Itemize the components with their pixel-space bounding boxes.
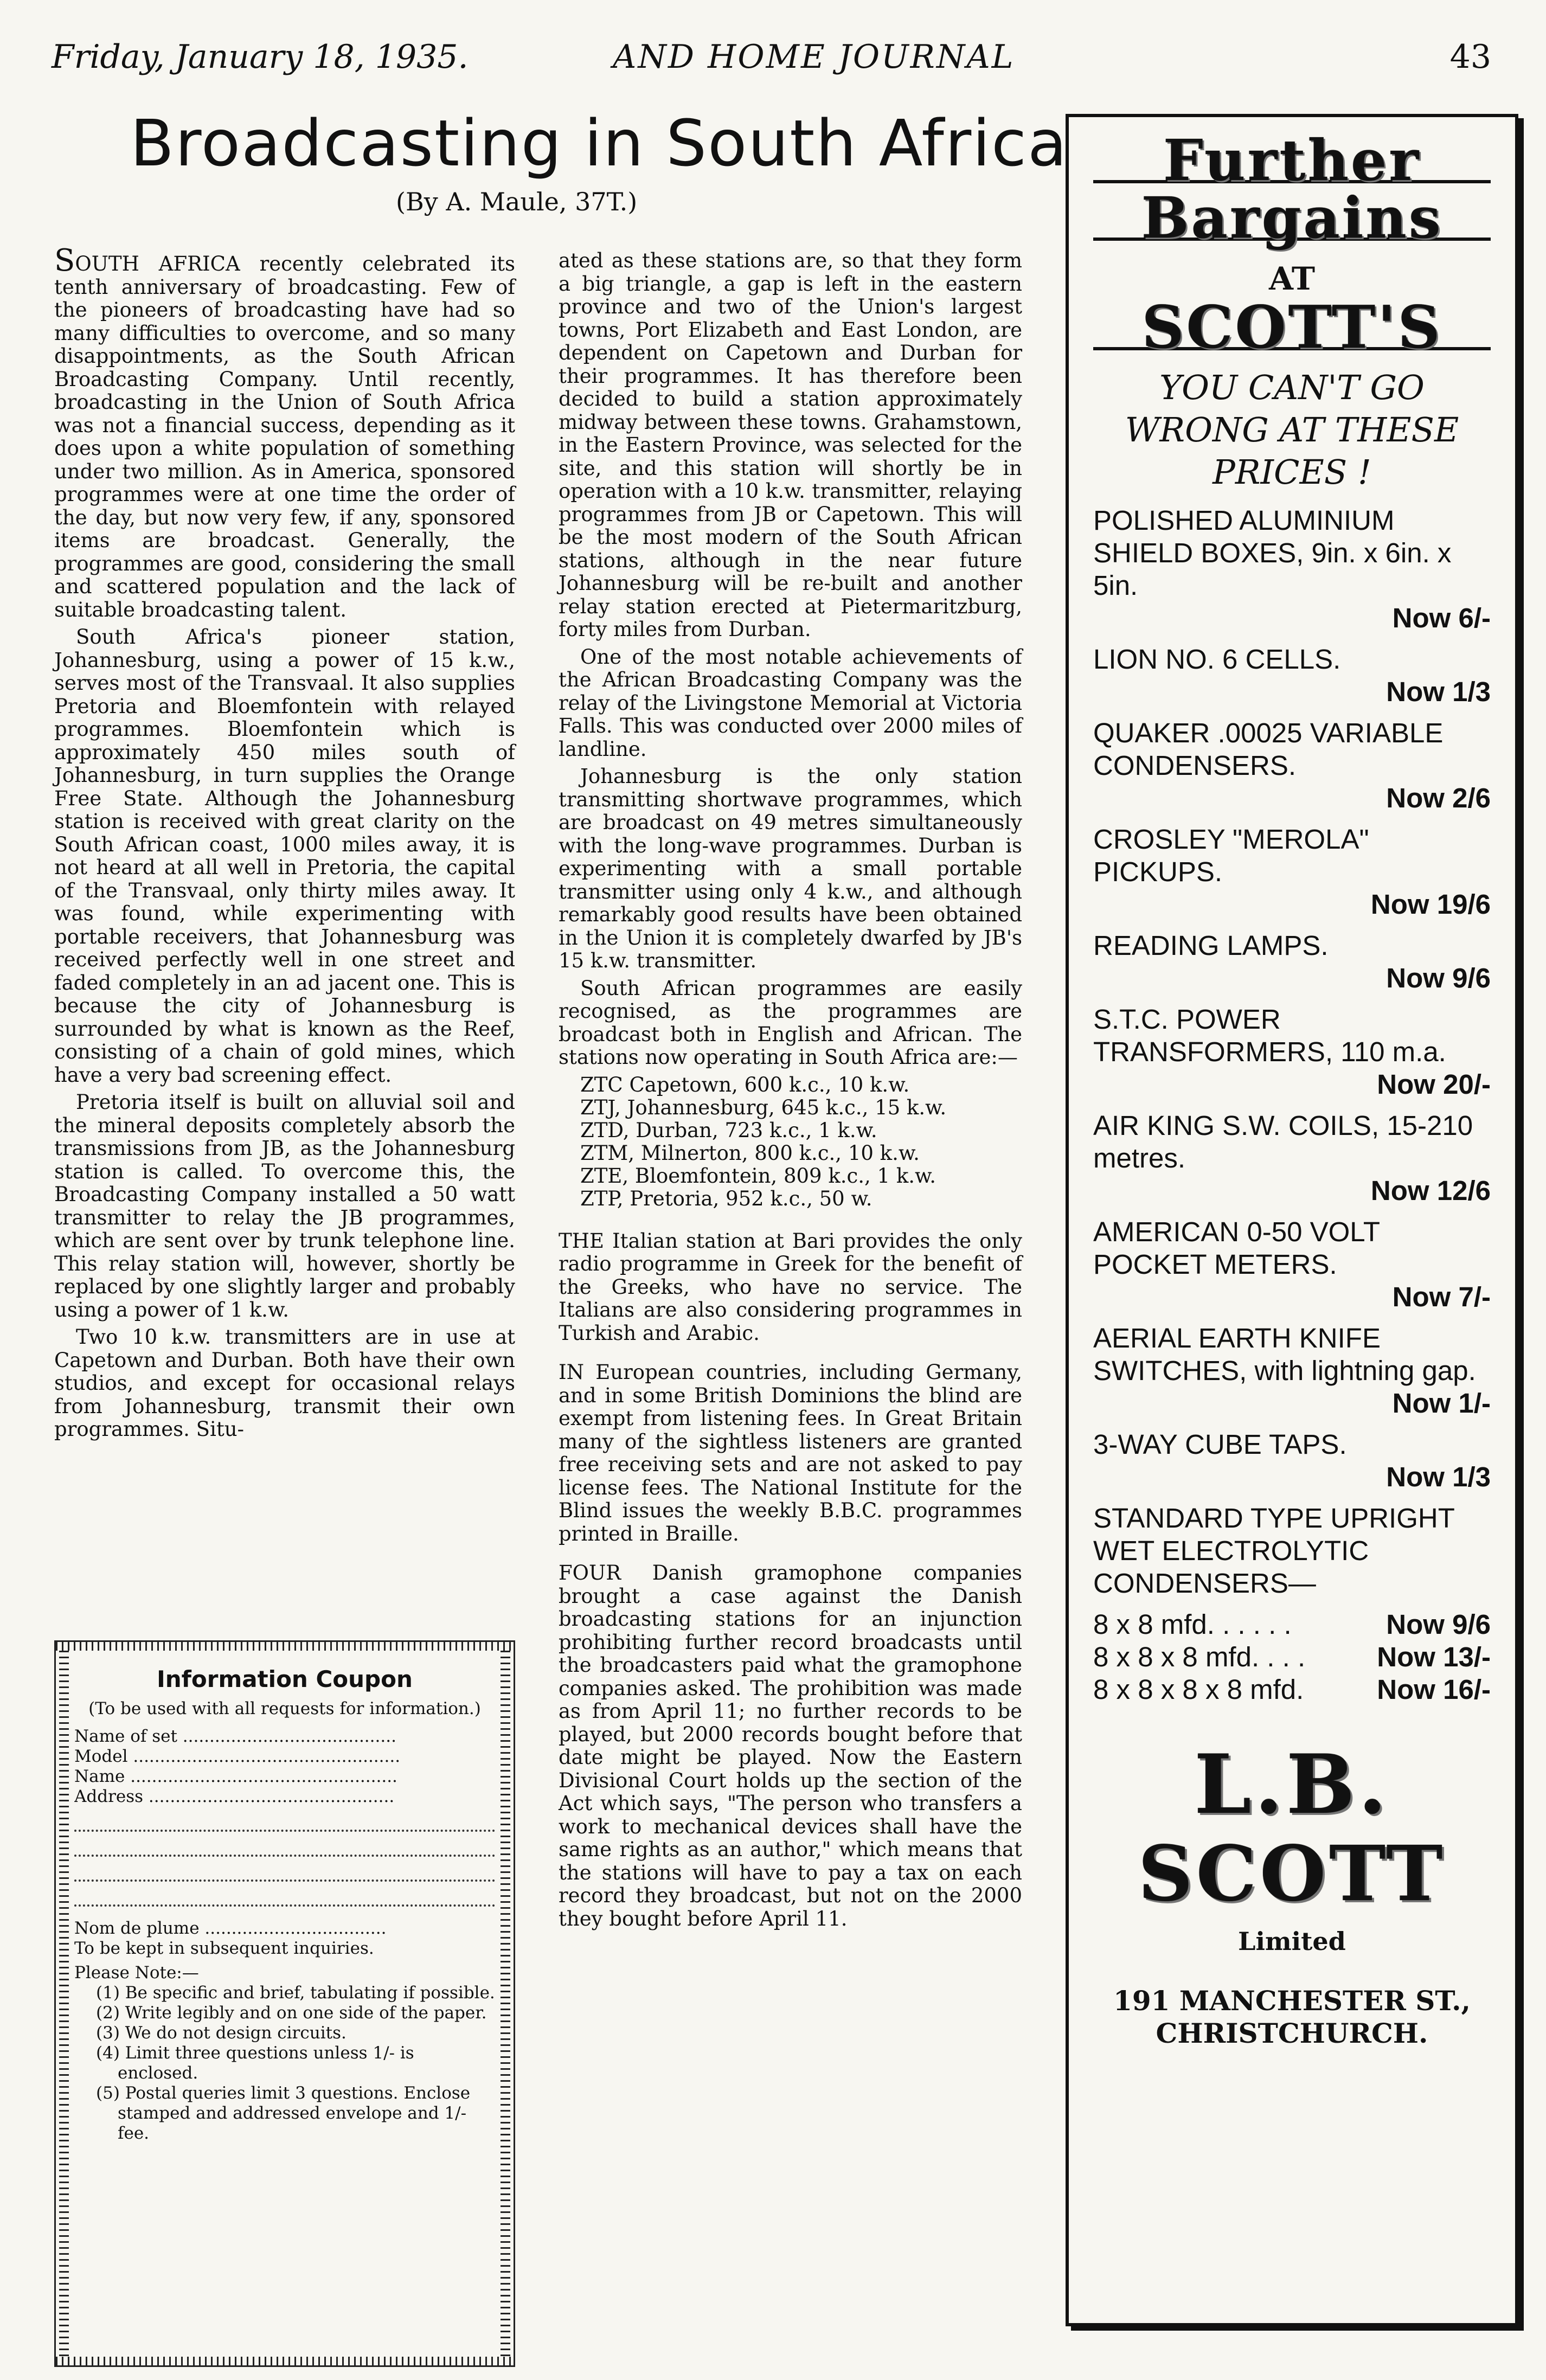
article-column-1 — [54, 243, 515, 1446]
header-masthead: AND HOME JOURNAL — [613, 38, 1015, 76]
news-item: IN European countries, including Germany, and in some British Dominions the blind are exempt from listening fees. In Great Britain many of the sightless listeners are granted free receiving sets and are not asked to pay license fees. The National Institute for the Blind issues the weekly B.B.C. programmes printed in Braille. — [559, 1361, 1022, 1545]
paragraph: Pretoria itself is built on alluvial soil and the mineral deposits completely absorb the transmissions from JB, as the Johannesburg station is called. To overcome this, the Broadcasting Company installed a 50 watt transmitter to relay the JB programmes, which are sent over by trunk telephone line. This relay station will, however, shortly be replaced by one slightly larger and probably using a power of 1 k.w. — [54, 1090, 515, 1321]
coupon-field-nom-de-plume: Nom de plume .................................. — [74, 1919, 387, 1938]
scotts-advertisement — [1066, 114, 1518, 2326]
ad-logo-scott: SCOTT — [1138, 1830, 1446, 1919]
news-items — [559, 1230, 1022, 1931]
news-item: THE Italian station at Bari provides the only radio programme in Greek for the benefit of the Greeks, who have no service. The Italians are also considering programmes in Turkish and Arabic. — [559, 1229, 1022, 1345]
price-item: QUAKER .00025 VARIABLE CONDENSERS. Now 2/6 — [1093, 717, 1491, 813]
ad-limited: Limited — [1238, 1927, 1346, 1956]
price: Now 2/6 — [1386, 782, 1491, 813]
information-coupon — [54, 1640, 515, 2367]
ad-bargains: Bargains — [1141, 184, 1443, 251]
coupon-field-address: Address .............................................. — [74, 1787, 395, 1806]
station-item: ZTE, Bloemfontein, 809 k.c., 1 k.w. — [580, 1164, 936, 1188]
coupon-note-heading: Please Note:— — [74, 1963, 199, 1983]
page-number: 43 — [1449, 38, 1491, 76]
price: Now 1/- — [1392, 1388, 1491, 1419]
paragraph: SOUTH AFRICA recently celebrated its tenth anniversary of broadcasting. Few of the pioneers of broadcasting have had so many difficulties to overcome, and so many disappointments, as the South African Broadcasting Company. Until recently, broadcasting in the Union of South Africa was not a financial success, depending as it does upon a white population of something under two million. As in America, sponsored programmes were at one time the order of the day, but now very few, if any, sponsored items are broadcast. Generally, the programmes are good, considering the small and scattered population and the lack of suitable broadcasting talent. — [54, 243, 515, 621]
page-header — [52, 38, 1489, 87]
mfd-list — [1093, 1608, 1491, 1706]
coupon-notes — [96, 1983, 495, 2144]
price: Now 19/6 — [1370, 889, 1491, 920]
coupon-note: (4) Limit three questions unless 1/- is enclosed. — [96, 2043, 414, 2083]
ad-slogan: YOU CAN'T GO WRONG AT THESE PRICES ! — [1125, 368, 1459, 492]
coupon-note: (1) Be specific and brief, tabulating if possible. — [96, 1983, 495, 2003]
station-item: ZTP, Pretoria, 952 k.c., 50 w. — [580, 1186, 873, 1210]
price: Now 1/3 — [1386, 1461, 1491, 1492]
coupon-note: (5) Postal queries limit 3 questions. Enclose stamped and addressed envelope and 1/- fee. — [96, 2083, 471, 2143]
coupon-nom-note: To be kept in subsequent inquiries. — [74, 1939, 374, 1958]
ad-scotts: SCOTT'S — [1141, 293, 1442, 362]
paragraph: South African programmes are easily recognised, as the programmes are broadcast both in English and African. The stations now operating in South Africa are:— — [559, 976, 1022, 1069]
station-item: ZTD, Durban, 723 k.c., 1 k.w. — [580, 1118, 877, 1142]
price: Now 7/- — [1392, 1281, 1491, 1312]
price-item: POLISHED ALUMINIUM SHIELD BOXES, 9in. x 6in. x 5in. Now 6/- — [1093, 505, 1491, 633]
paragraph: One of the most notable achievements of the African Broadcasting Company was the relay of the Livingstone Memorial at Victoria Falls. This was conducted over 2000 miles of landline. — [559, 645, 1022, 761]
price-item: LION NO. 6 CELLS. Now 1/3 — [1093, 644, 1491, 707]
price-item: S.T.C. POWER TRANSFORMERS, 110 m.a. Now 20/- — [1093, 1004, 1491, 1100]
coupon-field-model: Model .................................................. — [74, 1747, 401, 1766]
station-item: ZTC Capetown, 600 k.c., 10 k.w. — [580, 1073, 910, 1096]
paragraph: South Africa's pioneer station, Johannesburg, using a power of 15 k.w., serves most of the Transvaal. It also supplies Pretoria and Bloemfontein with relayed programmes. Bloemfontein which is approximately 450 miles south of Johannesburg, in turn supplies the Orange Free State. Although the Johannesburg station is received with great clarity on the South African coast, 1000 miles away, it is not heard at all well in Pretoria, the capital of the Transvaal, only thirty miles away. It was found, while experimenting with portable receivers, that Johannesburg was received perfectly well in one street and faded completely in an ad jacent one. This is because the city of Johannesburg is surrounded by what is known as the Reef, consisting of a chain of gold mines, which have a very bad screening effect. — [54, 625, 515, 1087]
mfd-row: 8 x 8 x 8 mfd. . . . Now 13/- — [1093, 1641, 1491, 1672]
coupon-subtitle: (To be used with all requests for information.) — [88, 1699, 481, 1718]
coupon-blank-line — [74, 1857, 495, 1882]
mfd-row: 8 x 8 mfd. . . . . . Now 9/6 — [1093, 1609, 1491, 1640]
ad-address-street: 191 MANCHESTER ST., — [1113, 1985, 1471, 2017]
header-date: Friday, January 18, 1935. — [52, 38, 469, 76]
price-item: READING LAMPS. Now 9/6 — [1093, 930, 1491, 993]
price: Now 6/- — [1392, 602, 1491, 633]
paragraph: Two 10 k.w. transmitters are in use at Capetown and Durban. Both have their own studios, and except for occasional relays from Johannesburg, transmit their own programmes. Situ- — [54, 1325, 515, 1441]
ad-logo-lb: L.B. — [1194, 1737, 1390, 1832]
coupon-blank-line — [74, 1832, 495, 1857]
price: Now 1/3 — [1386, 676, 1491, 707]
price-item: STANDARD TYPE UPRIGHT WET ELECTROLYTIC CONDENSERS— — [1093, 1503, 1454, 1599]
mfd-row: 8 x 8 x 8 x 8 mfd. Now 16/- — [1093, 1674, 1491, 1705]
article-column-2 — [559, 249, 1022, 1935]
coupon-blank-line — [74, 1807, 495, 1832]
price-item: AERIAL EARTH KNIFE SWITCHES, with lightning gap. Now 1/- — [1093, 1323, 1491, 1419]
price-item: AIR KING S.W. COILS, 15-210 metres. Now 12/6 — [1093, 1110, 1491, 1206]
ad-further: Further — [1163, 127, 1421, 194]
coupon-blank-line — [74, 1882, 495, 1907]
coupon-title: Information Coupon — [157, 1666, 413, 1692]
price: Now 9/6 — [1386, 963, 1491, 993]
coupon-note: (2) Write legibly and on one side of the paper. — [96, 2003, 487, 2023]
news-item: FOUR Danish gramophone companies brought a case against the Danish broadcasting stations for an injunction prohibiting further record broadcasts until the broadcasters paid what the gramophone companies asked. The prohibition was made as from April 11; no further records to be played, but 2000 records bought before that date might be played. Now the Eastern Divisional Court holds up the section of the Act which says, "The person who transfers a work to mechanical devices shall have the same rights as an author," which means that the stations will have to pay a tax on each record they broadcast, but not on the 2000 they bought before April 11. — [559, 1561, 1022, 1930]
ad-at: AT — [1269, 260, 1315, 297]
article-byline: (By A. Maule, 37T.) — [396, 187, 638, 216]
ad-address-city: CHRISTCHURCH. — [1156, 2017, 1428, 2049]
station-item: ZTM, Milnerton, 800 k.c., 10 k.w. — [580, 1141, 920, 1165]
price-item: AMERICAN 0-50 VOLT POCKET METERS. Now 7/- — [1093, 1216, 1491, 1312]
article-title: Broadcasting in South Africa — [130, 106, 1068, 181]
price: Now 20/- — [1377, 1069, 1491, 1100]
paragraph: Johannesburg is the only station transmitting shortwave programmes, which are broadcast on 49 metres simultaneously with the long-wave programmes. Durban is experimenting with a small portable transmitter using only 4 k.w., and although remarkably good results have been obtained in the Union it is completely dwarfed by JB's 15 k.w. transmitter. — [559, 765, 1022, 972]
price-item: 3-WAY CUBE TAPS. Now 1/3 — [1093, 1429, 1491, 1492]
coupon-field-name: Name .................................................. — [74, 1767, 397, 1786]
price-item: CROSLEY "MEROLA" PICKUPS. Now 19/6 — [1093, 824, 1491, 920]
station-list — [580, 1074, 1022, 1210]
coupon-field-name-of-set: Name of set ........................................ — [74, 1727, 396, 1746]
station-item: ZTJ, Johannesburg, 645 k.c., 15 k.w. — [580, 1095, 947, 1119]
coupon-note: (3) We do not design circuits. — [96, 2023, 347, 2043]
price: Now 12/6 — [1370, 1175, 1491, 1206]
paragraph: ated as these stations are, so that they form a big triangle, a gap is left in the eastern province and two of the Union's largest towns, Port Elizabeth and East London, are dependent on Capetown and Durban for their programmes. It has therefore been decided to build a station approximately midway between these towns. Grahamstown, in the Eastern Province, was selected for the site, and this station will shortly be in operation with a 10 k.w. transmitter, relaying programmes from JB or Capetown. This will be the most modern of the South African stations, although in the near future Johannesburg will be re-built and another relay station erected at Pietermaritzburg, forty miles from Durban. — [559, 249, 1022, 641]
